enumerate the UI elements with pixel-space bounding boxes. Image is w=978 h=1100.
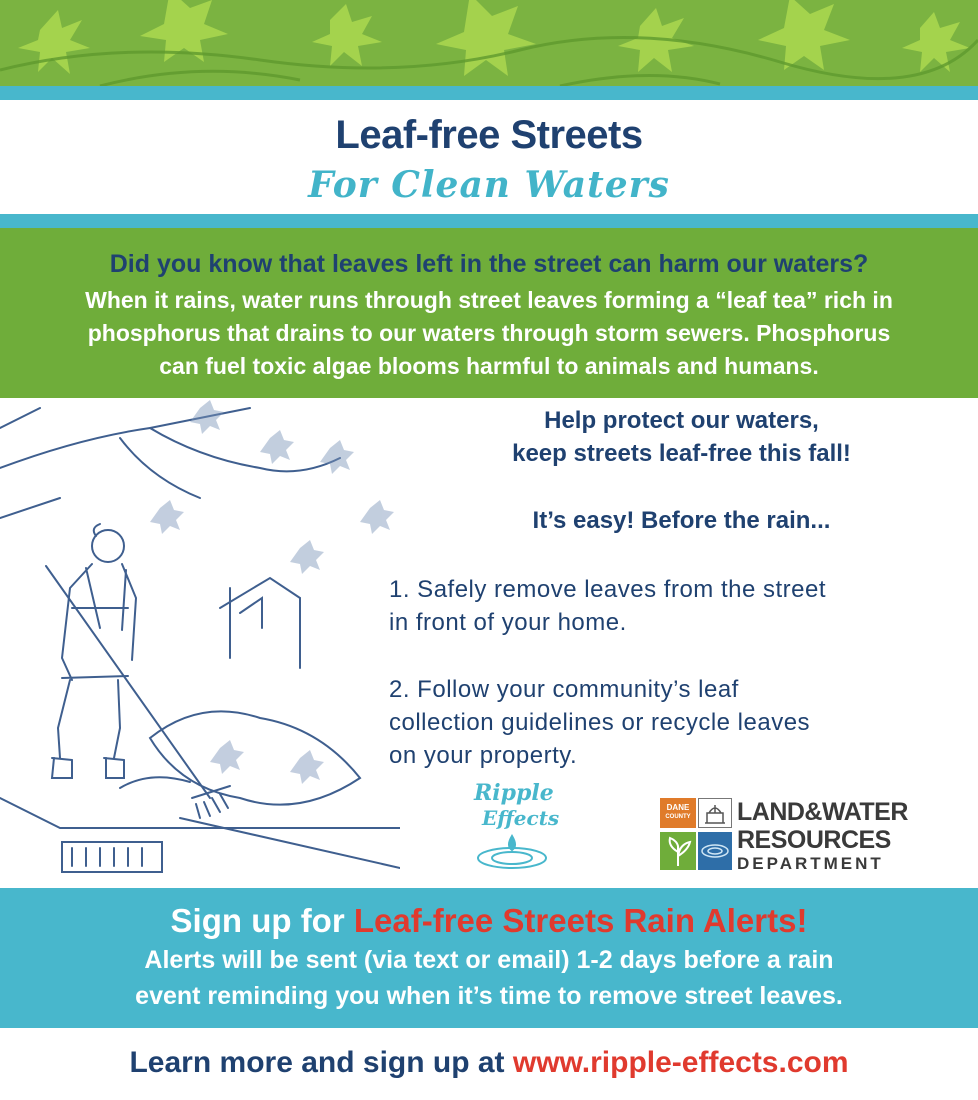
plant-icon (660, 832, 696, 870)
step-2 (389, 673, 974, 772)
signup-line: Alerts will be sent (via text or email) 1-2 days before a rain (144, 946, 834, 974)
step-1-line: 1. Safely remove leaves from the street (389, 576, 827, 603)
learn-more-text: Learn more and sign up at (129, 1046, 513, 1079)
leaf-banner (0, 0, 978, 86)
leaves-pattern-icon (0, 0, 978, 86)
signup-section (0, 888, 978, 1028)
title-block (0, 101, 978, 213)
step-2-line: 2. Follow your community’s leaf (389, 676, 739, 703)
person-raking-icon (0, 398, 400, 883)
ripple-effects-logo (462, 778, 562, 878)
help-line-2: keep streets leaf-free this fall! (512, 440, 851, 467)
learn-more-footer (0, 1046, 978, 1080)
capitol-icon (698, 798, 732, 828)
step-1-line: in front of your home. (389, 609, 627, 636)
top-divider (0, 86, 978, 100)
dane-line: LAND&WATER (737, 798, 908, 826)
intro-line: When it rains, water runs through street leaves forming a “leaf tea” rich in (85, 287, 893, 313)
dane-badge-word: COUNTY (665, 814, 691, 820)
page-subtitle: For Clean Waters (308, 164, 670, 206)
intro-line: can fuel toxic algae blooms harmful to animals and humans. (159, 353, 819, 379)
dane-badge (660, 798, 696, 828)
signup-heading (0, 902, 978, 940)
intro-question: Did you know that leaves left in the street can harm our waters? (109, 250, 869, 278)
intro-section (0, 228, 978, 398)
ripple-logo-word-2: Effects (482, 806, 560, 830)
help-line-1: Help protect our waters, (544, 407, 819, 434)
title-divider (0, 214, 978, 228)
signup-prefix: Sign up for (170, 902, 354, 939)
dane-county-logo (660, 798, 910, 872)
dane-line: DEPARTMENT (737, 854, 884, 873)
step-2-line: on your property. (389, 742, 578, 769)
water-ripple-icon (698, 832, 732, 870)
easy-heading: It’s easy! Before the rain... (532, 507, 831, 534)
dane-badge-word: DANE (666, 803, 690, 812)
step-2-line: collection guidelines or recycle leaves (389, 709, 811, 736)
raking-illustration (0, 398, 400, 883)
dane-line: RESOURCES (737, 826, 891, 854)
website-link[interactable]: www.ripple-effects.com (512, 1046, 849, 1079)
intro-line: phosphorus that drains to our waters through storm sewers. Phosphorus (87, 320, 891, 346)
ripple-logo-word-1: Ripple (474, 780, 554, 806)
intro-paragraph (8, 284, 970, 383)
signup-paragraph (0, 942, 978, 1014)
dane-department-name (737, 798, 908, 874)
rain-alerts-link[interactable]: Leaf-free Streets Rain Alerts! (353, 902, 808, 939)
page-title: Leaf-free Streets (335, 113, 643, 157)
signup-line: event reminding you when it’s time to remove street leaves. (135, 982, 843, 1010)
step-1 (389, 573, 974, 639)
